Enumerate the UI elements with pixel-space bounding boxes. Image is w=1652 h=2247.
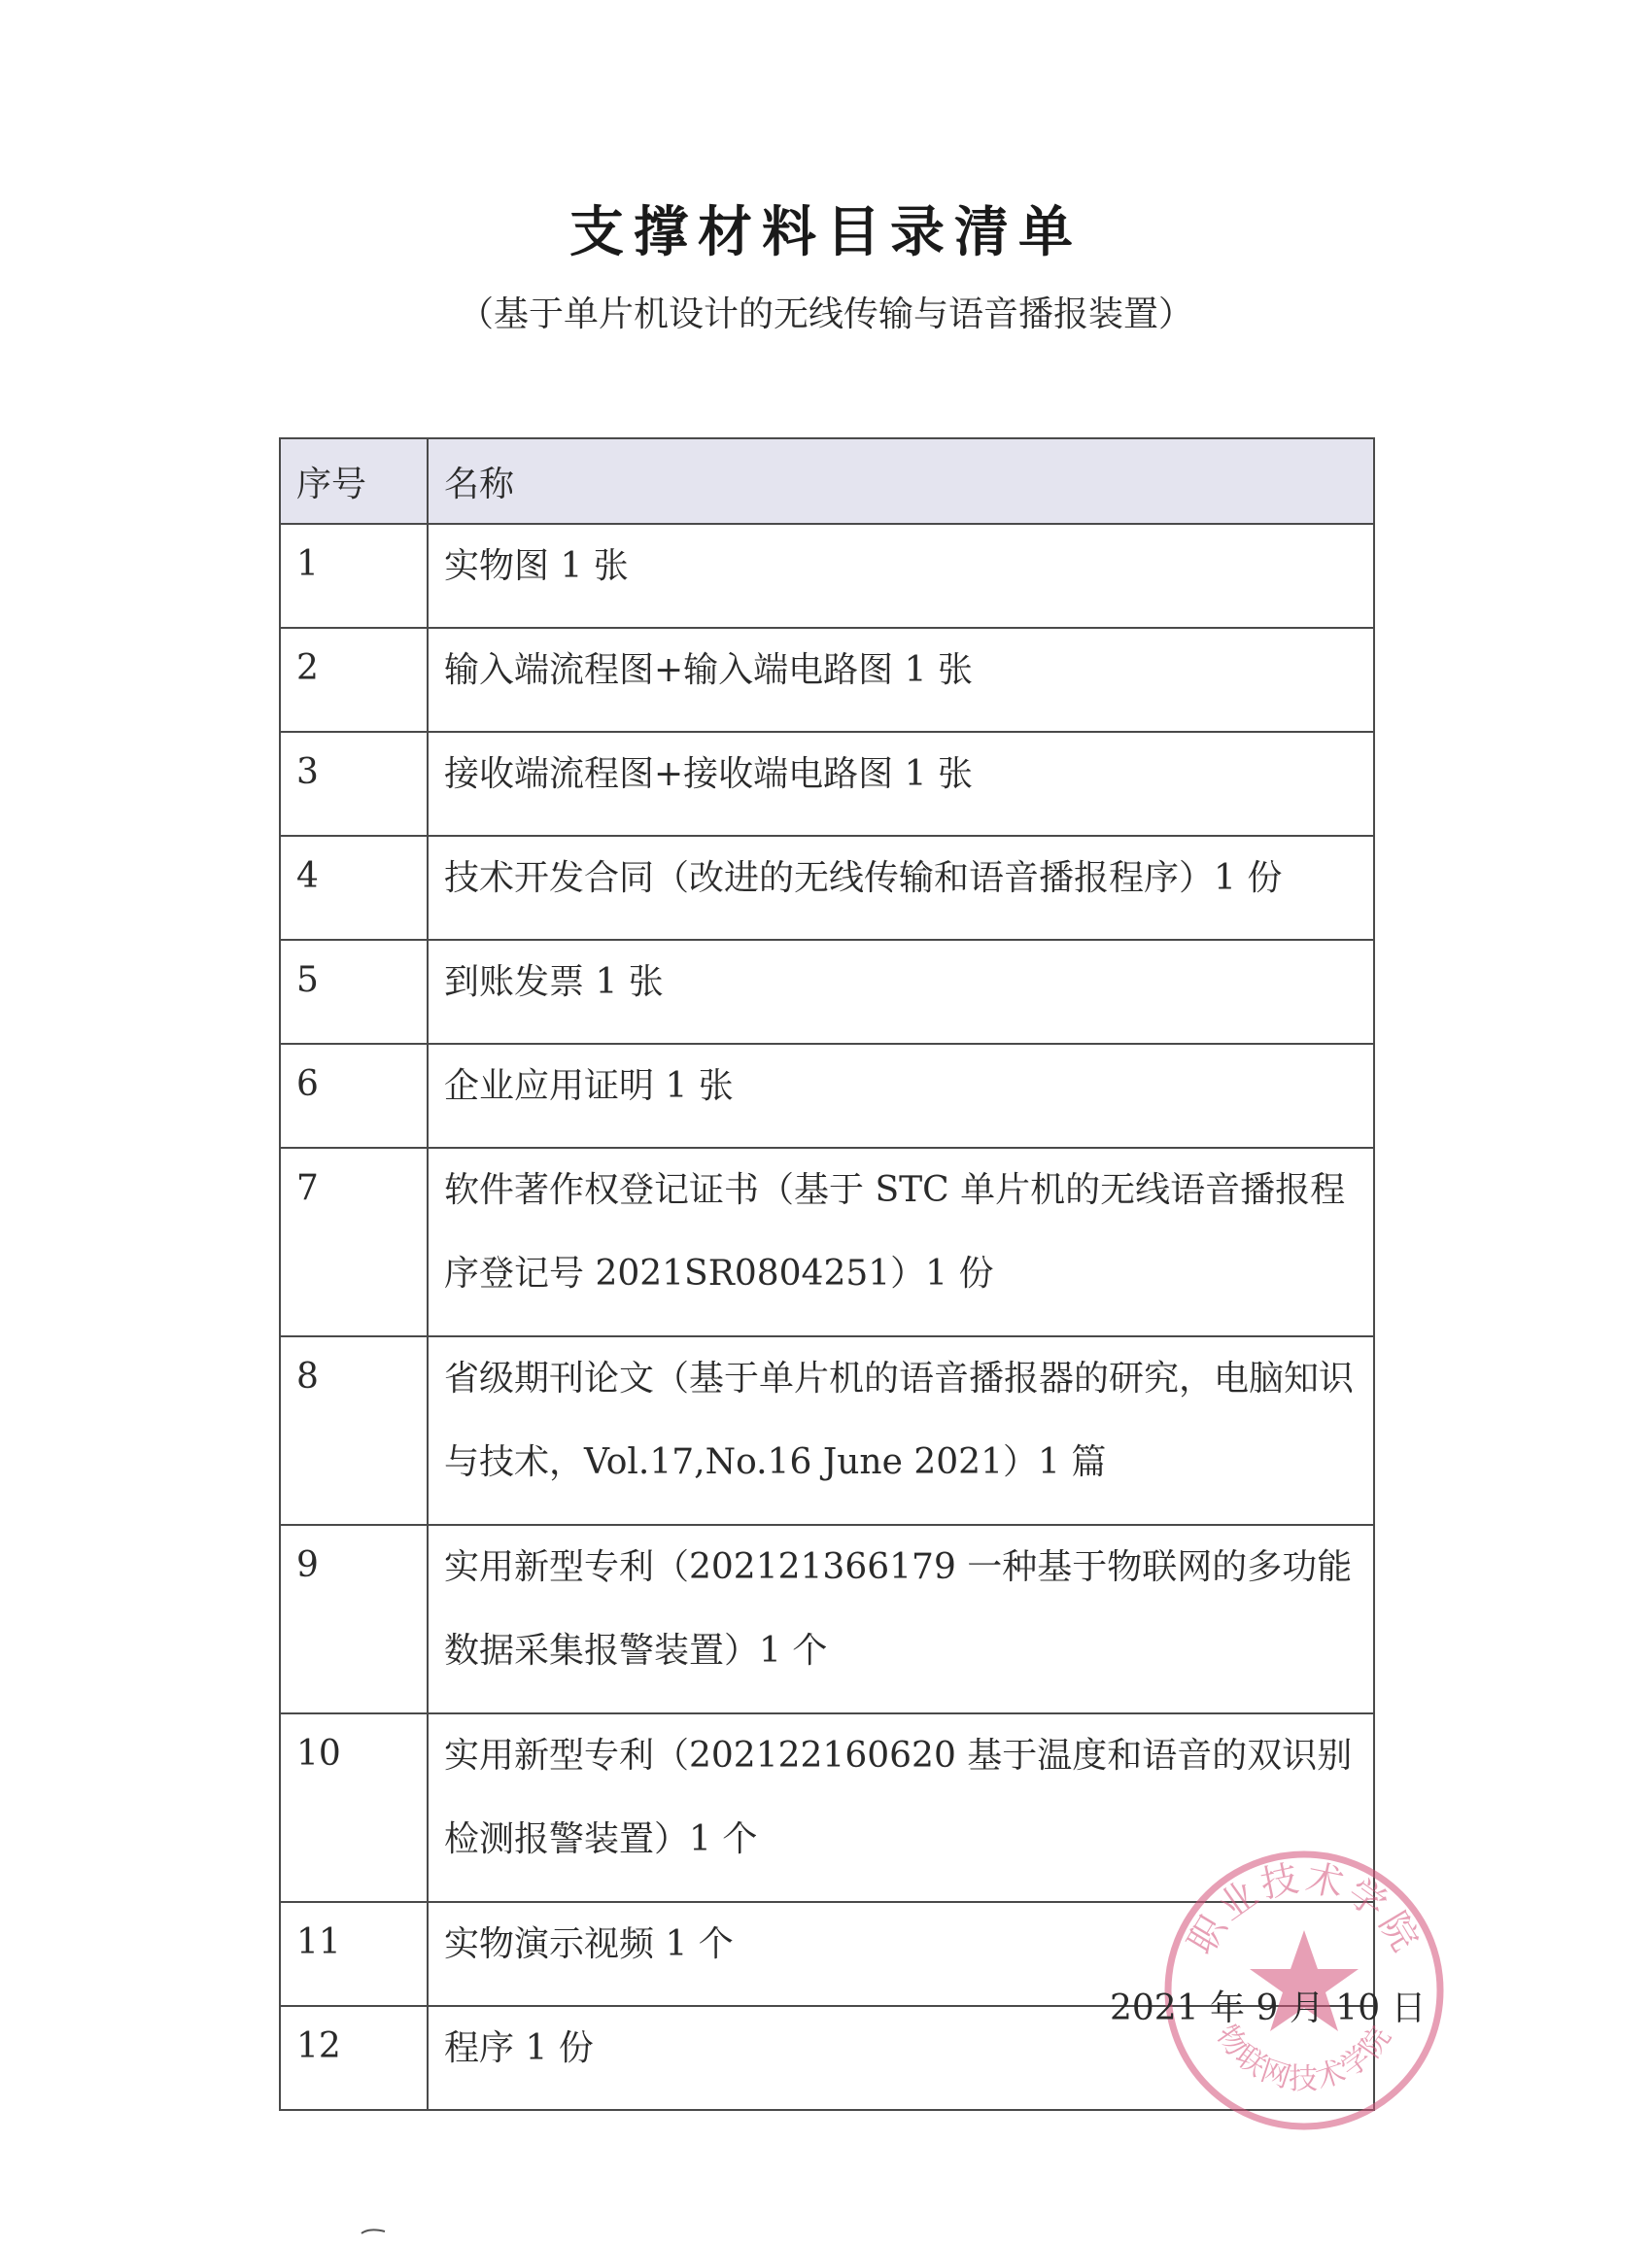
header-number: 序号 [280,438,428,524]
row-number: 3 [280,732,428,836]
document-title: 支撑材料目录清单 [569,201,1083,264]
table-row [280,1148,1374,1336]
row-number: 8 [280,1336,428,1525]
row-number: 7 [280,1148,428,1336]
row-name: 软件著作权登记证书（基于 STC 单片机的无线语音播报程序登记号 2021SR0804251）1 份 [428,1148,1374,1336]
row-name: 实物演示视频 1 个 [428,1902,1374,2006]
row-name: 接收端流程图+接收端电路图 1 张 [428,732,1374,836]
row-number: 11 [280,1902,428,2006]
row-number: 4 [280,836,428,940]
row-number: 1 [280,524,428,628]
row-number: 9 [280,1525,428,1713]
row-name: 程序 1 份 [428,2006,1374,2110]
table-row [280,628,1374,732]
row-number: 10 [280,1713,428,1902]
row-number: 5 [280,940,428,1044]
scan-mark [360,2226,389,2235]
table-row [280,1044,1374,1148]
seal-text-bottom: 物联网技术学院 [1209,2019,1399,2096]
row-name: 实用新型专利（202122160620 基于温度和语音的双识别检测报警装置）1 个 [428,1713,1374,1902]
row-name: 技术开发合同（改进的无线传输和语音播报程序）1 份 [428,836,1374,940]
row-name: 到账发票 1 张 [428,940,1374,1044]
table-row [280,940,1374,1044]
table-row [280,1525,1374,1713]
row-number: 6 [280,1044,428,1148]
svg-text:物联网技术学院 [1209,2019,1398,2095]
document-date: 2021 年 9 月 10 日 [1110,1988,1427,2028]
row-number: 2 [280,628,428,732]
table-row [280,836,1374,940]
row-name: 实用新型专利（202121366179 一种基于物联网的多功能数据采集报警装置）1 个 [428,1525,1374,1713]
row-name: 实物图 1 张 [428,524,1374,628]
table-row [280,732,1374,836]
row-number: 12 [280,2006,428,2110]
document-subtitle: （基于单片机设计的无线传输与语音播报装置） [458,294,1193,334]
row-name: 省级期刊论文（基于单片机的语音播报器的研究，电脑知识与技术，Vol.17,No.16 June 2021）1 篇 [428,1336,1374,1525]
table-row [280,524,1374,628]
table-row [280,1336,1374,1525]
seal-text-top: 职业技术学院 [1179,1855,1429,1962]
table-header-row [280,438,1374,524]
header-name: 名称 [428,438,1374,524]
row-name: 输入端流程图+输入端电路图 1 张 [428,628,1374,732]
row-name: 企业应用证明 1 张 [428,1044,1374,1148]
